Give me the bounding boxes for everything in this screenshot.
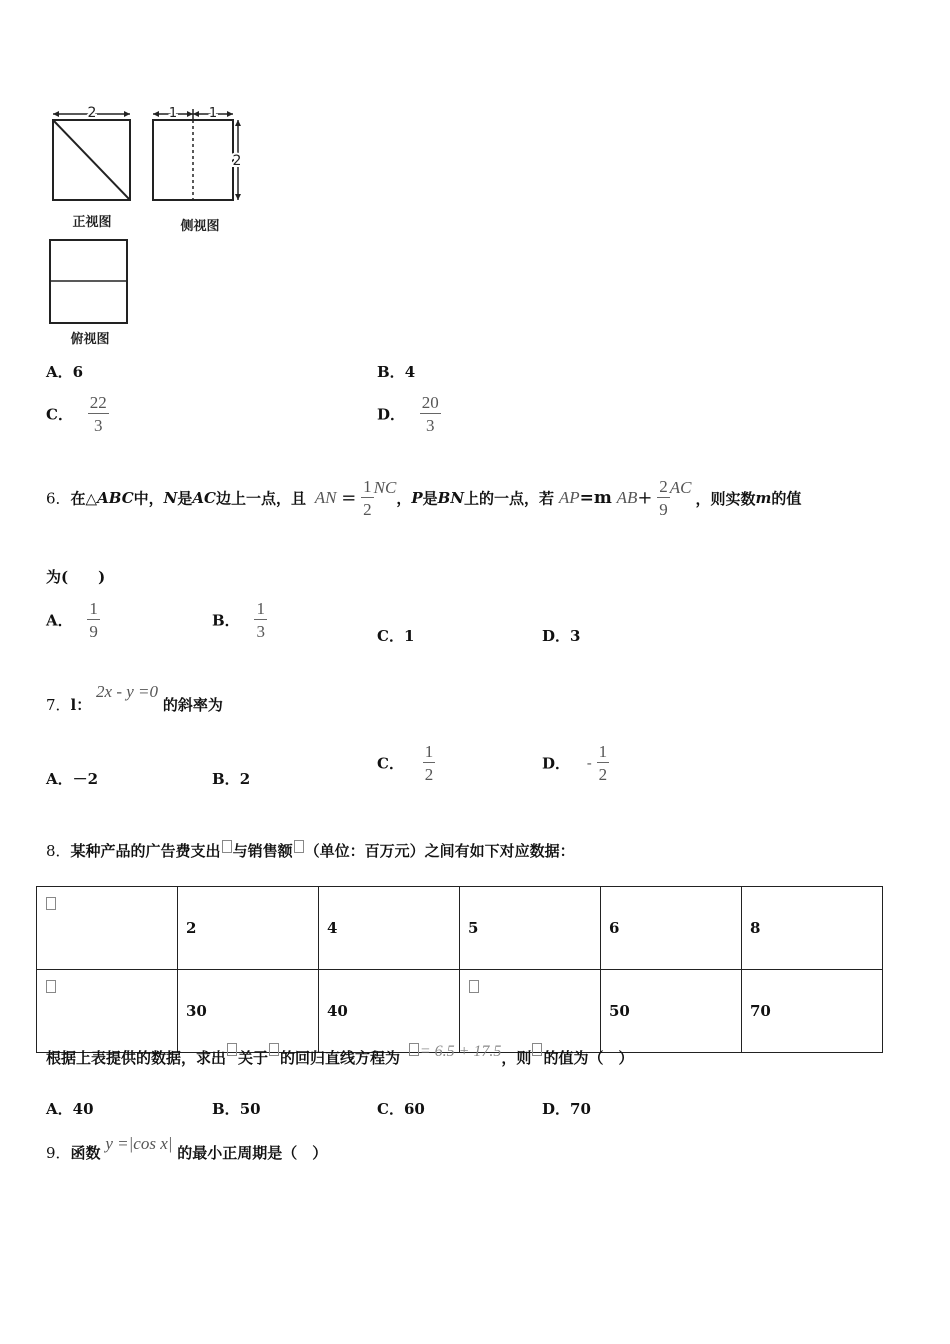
- q6-stem-line2: 为( ): [46, 568, 106, 586]
- q5-option-a[interactable]: A．6: [46, 363, 84, 381]
- side-dim-right: 1: [208, 106, 218, 121]
- side-view-label: 侧视图: [180, 219, 220, 234]
- q8-option-c[interactable]: C．60: [377, 1100, 425, 1118]
- side-dim-left: 1: [168, 106, 178, 121]
- q8-data-table: [36, 886, 883, 1053]
- table-cell-unknown: [460, 970, 601, 1053]
- table-cell: 30: [178, 970, 319, 1053]
- q5-d-fraction: $\frac{20}{3}$: [421, 393, 439, 435]
- table-cell: 5: [460, 887, 601, 970]
- q9-equation: y =|cos x|: [105, 1134, 173, 1153]
- front-view: [53, 111, 130, 200]
- q8-stem: 8．某种产品的广告费支出 与销售额 （单位：百万元）之间有如下对应数据：: [46, 842, 575, 860]
- q8-regression-line: 根据上表提供的数据，求出 关于 的回归直线方程为 = 6.5 + 17.5，则 的值为（ ）: [46, 1043, 634, 1067]
- table-cell: 4: [319, 887, 460, 970]
- q8-regression-equation: = 6.5 + 17.5: [419, 1043, 502, 1060]
- q6-option-c[interactable]: C．1: [377, 627, 415, 645]
- q7-option-c[interactable]: C． $\frac{1}{2}$: [377, 742, 434, 784]
- q5-option-d[interactable]: D． $\frac{20}{3}$: [377, 393, 439, 435]
- top-view: [50, 240, 127, 323]
- table-cell: 40: [319, 970, 460, 1053]
- q5-option-b[interactable]: B．4: [377, 363, 416, 381]
- table-row-header-x: [37, 887, 178, 970]
- q9-stem: 9．函数 y =|cos x| 的最小正周期是（ ）: [46, 1134, 328, 1162]
- q7-option-b[interactable]: B．2: [212, 770, 251, 788]
- missing-glyph-y: [294, 840, 304, 853]
- front-view-label: 正视图: [72, 215, 112, 230]
- q8-option-d[interactable]: D．70: [542, 1100, 591, 1118]
- q6-option-d[interactable]: D．3: [542, 627, 581, 645]
- front-dim-label: 2: [87, 105, 97, 121]
- table-cell: 70: [742, 970, 883, 1053]
- missing-glyph-x: [222, 840, 232, 853]
- q6-ac-fraction: $\frac{2}{9}$: [659, 477, 668, 519]
- q6-an-fraction: $\frac{1}{2}$: [363, 477, 372, 519]
- table-cell: 8: [742, 887, 883, 970]
- q7-stem: 7．l： 2x - y =0 的斜率为: [46, 682, 223, 714]
- top-view-label: 俯视图: [70, 332, 110, 347]
- q6-b-fraction: $\frac{1}{3}$: [256, 599, 265, 641]
- q5-option-c[interactable]: C． $\frac{22}{3}$: [46, 393, 107, 435]
- q7-option-a[interactable]: A．－2: [46, 770, 99, 788]
- table-cell: 50: [601, 970, 742, 1053]
- q6-option-a[interactable]: A． $\frac{1}{9}$: [46, 599, 98, 641]
- q6-option-b[interactable]: B． $\frac{1}{3}$: [212, 599, 265, 641]
- q8-option-b[interactable]: B．50: [212, 1100, 261, 1118]
- q8-option-a[interactable]: A．40: [46, 1100, 94, 1118]
- q7-option-d[interactable]: D． - $\frac{1}{2}$: [542, 742, 608, 784]
- q6-a-fraction: $\frac{1}{9}$: [89, 599, 98, 641]
- table-row: [37, 887, 883, 970]
- q6-stem: 6．在△ABC中，N是AC边上一点，且 AN = $\frac{1}{2}$ NC，P是BN上的一点，若 AP=m AB+ $\frac{2}{9}$ AC，则实数m的值: [46, 477, 802, 519]
- table-row: [37, 970, 883, 1053]
- table-cell: 6: [601, 887, 742, 970]
- three-view-figure: [40, 100, 260, 350]
- q7-d-fraction: $\frac{1}{2}$: [598, 742, 608, 784]
- q5-c-fraction: $\frac{22}{3}$: [89, 393, 107, 435]
- side-dim-height: 2: [232, 153, 242, 169]
- q7-c-fraction: $\frac{1}{2}$: [424, 742, 434, 784]
- side-view: [153, 109, 241, 200]
- table-row-header-y: [37, 970, 178, 1053]
- table-cell: 2: [178, 887, 319, 970]
- q7-equation: 2x - y =0: [96, 682, 159, 701]
